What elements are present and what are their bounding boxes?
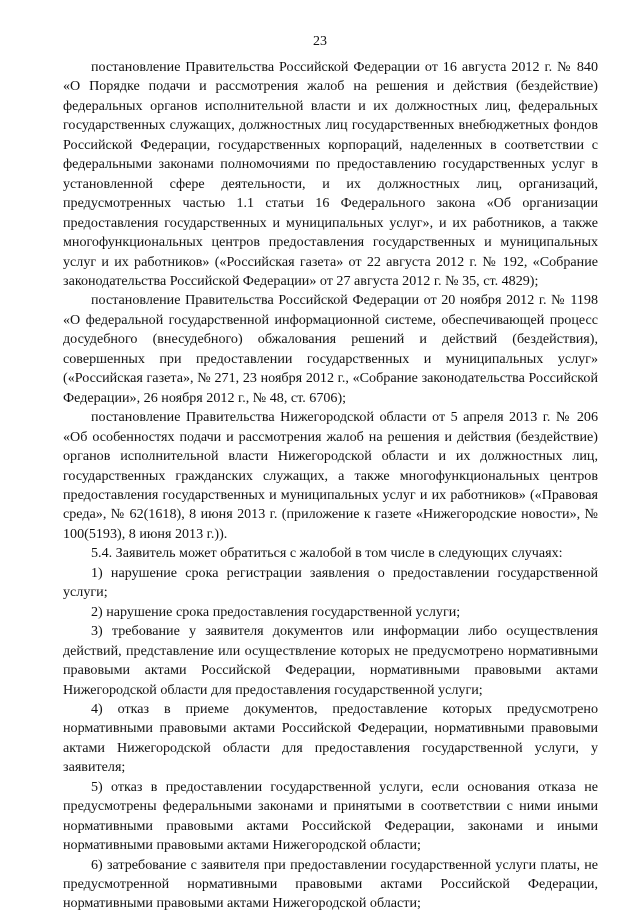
document-body [63,58,598,914]
paragraph-decree-1198: постановление Правительства Российской Федерации от 20 ноября 2012 г. № 1198 «О федеральной государственной информационной системе, обеспечивающей процесс досудебного (внесудебного) обжалования решений и действий (бездействия), совершенных при предоставлении государственных и муниципальных услуг» («Российская газета», № 271, 23 ноября 2012 г., «Собрание законодательства Российской Федерации», 26 ноября 2012 г., № 48, ст. 6706); [63,292,598,406]
paragraph-decree-840: постановление Правительства Российской Федерации от 16 августа 2012 г. № 840 «О Порядке подачи и рассмотрения жалоб на решения и действия (бездействие) федеральных органов исполнительной власти и их должностных лиц, федеральных государственных служащих, должностных лиц государственных внебюджетных фондов Российской Федерации, государственных корпораций, наделенных в соответствии с федеральными законами полномочиями по предоставлению государственных услуг в установленной сфере деятельности, и их должностных лиц, организаций, предусмотренных частью 1.1 статьи 16 Федерального закона «Об организации предоставления государственных и муниципальных услуг», и их работников, а также многофункциональных центров предоставления государственных и муниципальных услуг и их работников» («Российская газета» от 22 августа 2012 г. № 192, «Собрание законодательства Российской Федерации» от 27 августа 2012 г. № 35, ст. 4829); [63,59,598,289]
paragraph-section-5-4: 5.4. Заявитель может обратиться с жалобой в том числе в следующих случаях: [91,545,563,562]
page-number: 23 [313,34,327,49]
list-item-1: 1) нарушение срока регистрации заявления о предоставлении государственной услуги; [63,564,598,601]
list-item-5: 5) отказ в предоставлении государственной услуги, если основания отказа не предусмотрены федеральными законами и принятыми в соответствии с ними иными нормативными правовыми актами Российской Федерации, законами и иными нормативными правовыми актами Нижегородской области; [63,778,598,854]
paragraph-decree-206: постановление Правительства Нижегородской области от 5 апреля 2013 г. № 206 «Об особенностях подачи и рассмотрения жалоб на решения и действия (бездействие) органов исполнительной власти Нижегородской области и их должностных лиц, государственных гражданских служащих, а также многофункциональных центров предоставления государственных и муниципальных услуг и их работников» («Правовая среда», № 62(1618), 8 июня 2013 г. (приложение к газете «Нижегородские новости», № 100(5193), 8 июня 2013 г.)). [63,409,598,542]
list-item-2: 2) нарушение срока предоставления государственной услуги; [91,603,461,620]
list-item-6: 6) затребование с заявителя при предоставлении государственной услуги платы, не предусмотренной нормативными правовыми актами Российской Федерации, нормативными правовыми актами Нижегородской области; [63,856,598,912]
list-item-4: 4) отказ в приеме документов, предоставление которых предусмотрено нормативными правовыми актами Российской Федерации, нормативными правовыми актами Нижегородской области для предоставления государственной услуги, у заявителя; [63,700,598,776]
list-item-3: 3) требование у заявителя документов или информации либо осуществления действий, представление или осуществление которых не предусмотрено нормативными правовыми актами Российской Федерации, нормативными правовыми актами Нижегородской области для предоставления государственной услуги; [63,623,598,698]
